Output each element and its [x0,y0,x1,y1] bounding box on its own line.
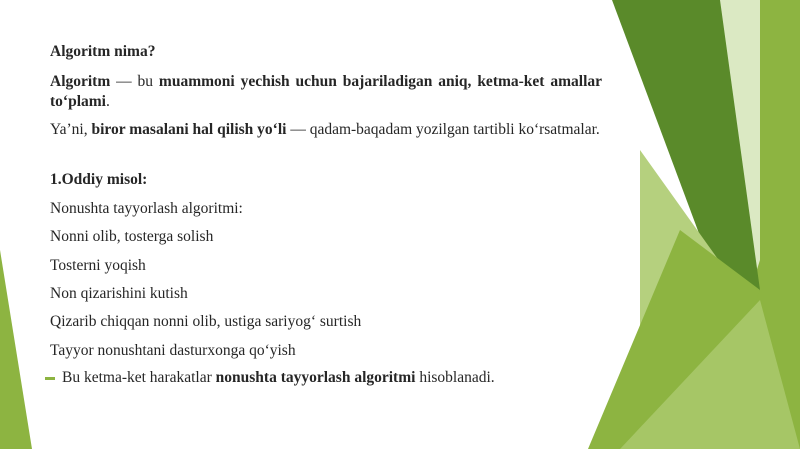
explanation-paragraph [50,120,602,140]
conclusion-suffix: hisoblanadi. [415,369,495,386]
conclusion-bullet [50,368,602,388]
slide-heading: Algoritm nima? [50,43,156,60]
explanation-suffix: — qadam-baqadam yozilgan tartibli ko‘rsatmalar. [286,121,600,138]
step-item: Non qizarishini kutish [50,285,188,302]
example-heading: 1.Oddiy misol: [50,171,148,188]
conclusion-prefix: Bu ketma-ket harakatlar [62,369,216,386]
example-title: Nonushta tayyorlash algoritmi: [50,200,243,217]
definition-term: Algoritm [50,73,111,90]
conclusion-bold: nonushta tayyorlash algoritmi [215,369,416,386]
definition-end: . [105,93,110,110]
definition-dash: — bu [110,73,159,90]
explanation-prefix: Ya’ni, [50,121,92,138]
definition-bold: muammoni yechish uchun bajariladigan aniq, ketma-ket amallar to‘plami [50,73,602,110]
bullet-dash-icon [45,377,55,380]
step-item: Nonni olib, tosterga solish [50,228,214,245]
facet-left-edge [0,250,32,449]
step-item: Tosterni yoqish [50,257,146,274]
explanation-bold: biror masalani hal qilish yo‘li [91,121,287,138]
step-item: Tayyor nonushtani dasturxonga qo‘yish [50,342,296,359]
step-item: Qizarib chiqqan nonni olib, ustiga sariyog‘ surtish [50,313,362,330]
definition-paragraph [50,72,602,112]
